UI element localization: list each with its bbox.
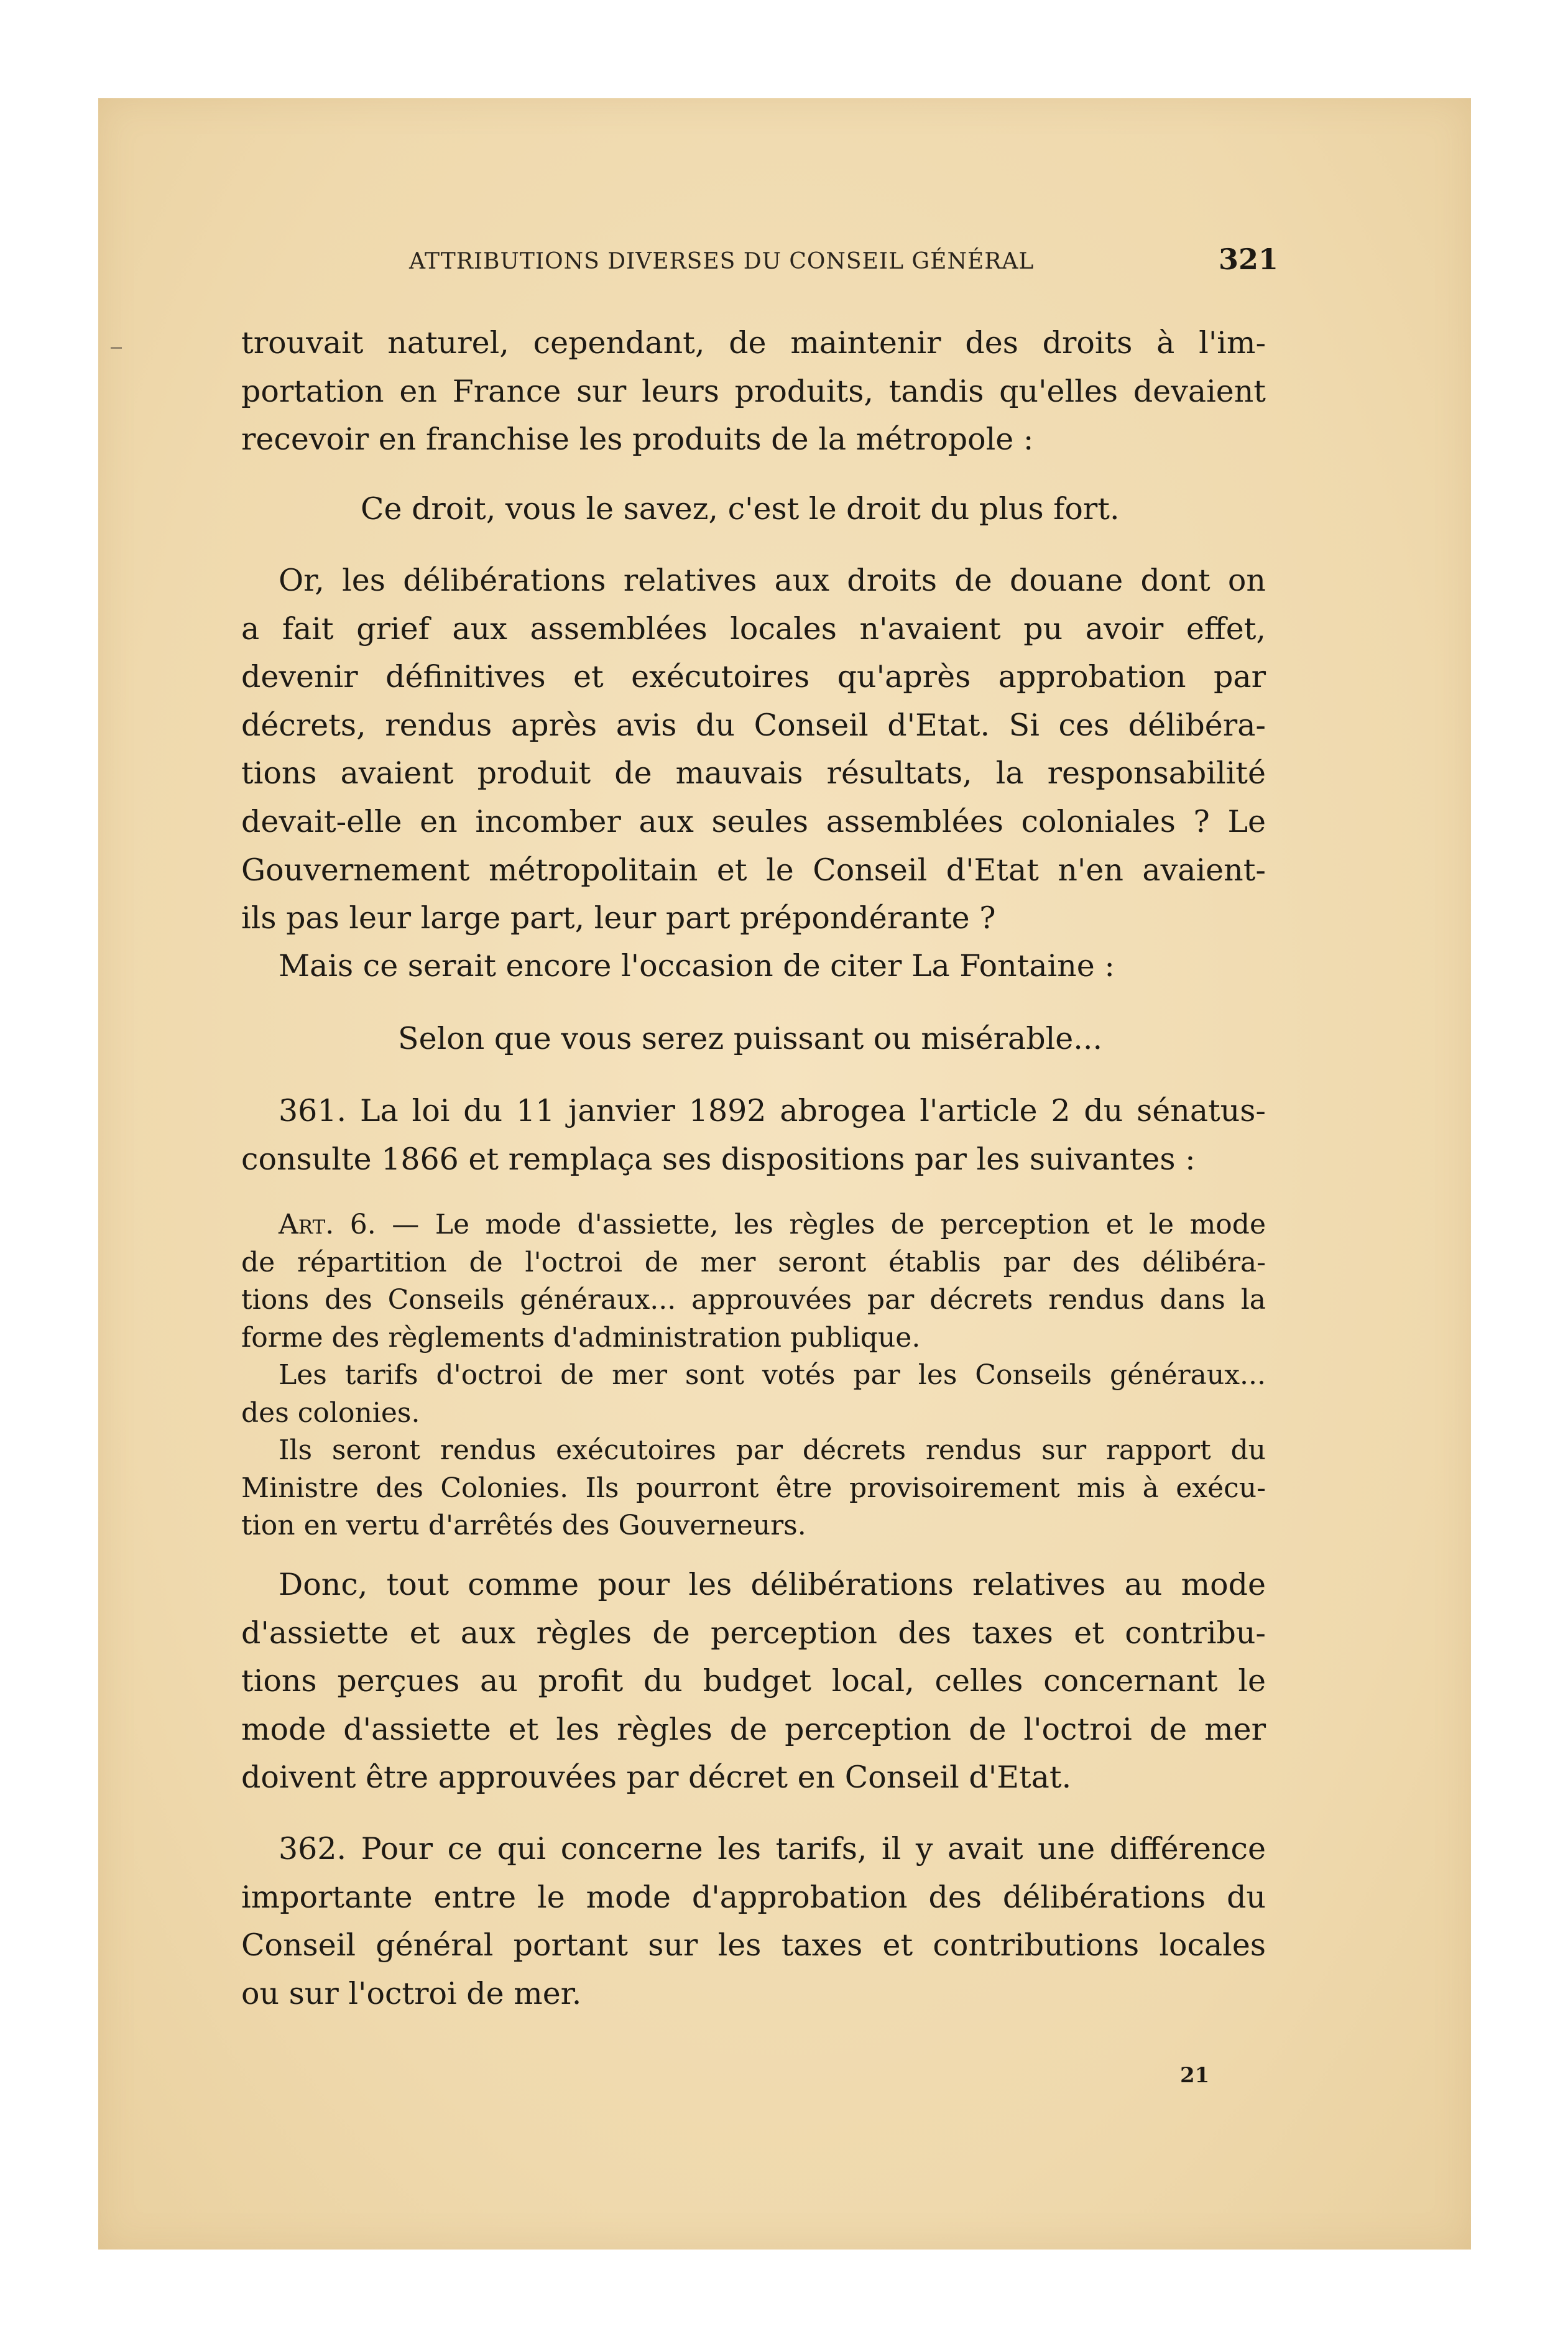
signature-mark: 21	[1180, 2063, 1210, 2088]
text-line: trouvait naturel, cependant, de maintenir des droits à l'im-	[241, 325, 1266, 361]
text-line: ou sur l'octroi de mer.	[241, 1975, 582, 2011]
text-line: de répartition de l'octroi de mer seront établis par des délibéra-	[241, 1246, 1266, 1278]
text-line: d'assiette et aux règles de perception des taxes et contribu-	[241, 1615, 1266, 1651]
text-line: ils pas leur large part, leur part prépondérante ?	[241, 900, 996, 936]
text-line: doivent être approuvées par décret en Conseil d'Etat.	[241, 1760, 1072, 1796]
text-line: recevoir en franchise les produits de la métropole :	[241, 422, 1034, 458]
text-line: Mais ce serait encore l'occasion de citer La Fontaine :	[279, 948, 1115, 984]
margin-mark	[111, 347, 122, 349]
text-line: consulte 1866 et remplaça ses dispositions par les suivantes :	[241, 1141, 1196, 1177]
paragraph-3	[241, 942, 1266, 990]
text-line: a fait grief aux assemblées locales n'avaient pu avoir effet,	[241, 611, 1266, 647]
text-line: tions des Conseils généraux... approuvées par décrets rendus dans la	[241, 1284, 1266, 1316]
text-line: forme des règlements d'administration publique.	[241, 1321, 921, 1354]
paragraph-1	[241, 319, 1266, 464]
article-quote	[241, 1206, 1266, 1545]
article-label: Art. 6.	[279, 1209, 376, 1240]
text-line: 362. Pour ce qui concerne les tarifs, il y avait une différence	[279, 1831, 1266, 1867]
text-line: Or, les délibérations relatives aux droits de douane dont on	[279, 563, 1266, 598]
verse-quote-1: Ce droit, vous le savez, c'est le droit du plus fort.	[361, 491, 1120, 527]
text-line: Ministre des Colonies. Ils pourront être provisoirement mis à exécu-	[241, 1472, 1266, 1504]
text-line: Conseil général portant sur les taxes et contributions locales	[241, 1927, 1266, 1964]
paragraph-2	[241, 556, 1266, 943]
text-line: mode d'assiette et les règles de perception de l'octroi de mer	[241, 1711, 1266, 1747]
running-head: ATTRIBUTIONS DIVERSES DU CONSEIL GÉNÉRAL	[409, 249, 1035, 274]
text-line: décrets, rendus après avis du Conseil d'Etat. Si ces délibéra-	[241, 707, 1266, 743]
text-line: Ils seront rendus exécutoires par décrets rendus sur rapport du	[279, 1434, 1266, 1466]
verse-quote-2: Selon que vous serez puissant ou misérable...	[398, 1021, 1103, 1056]
text-line: tions avaient produit de mauvais résultats, la responsabilité	[241, 755, 1266, 791]
text-line: Art. 6. — Le mode d'assiette, les règles de perception et le mode	[279, 1209, 1266, 1240]
page-number: 321	[1219, 242, 1279, 276]
text-line: portation en France sur leurs produits, tandis qu'elles devaient	[241, 373, 1266, 409]
page-header	[390, 242, 1279, 286]
text-line: Gouvernement métropolitain et le Conseil d'Etat n'en avaient-	[241, 852, 1266, 888]
text-line: importante entre le mode d'approbation des délibérations du	[241, 1879, 1266, 1915]
text-line: devenir définitives et exécutoires qu'après approbation par	[241, 659, 1266, 695]
text-line: Les tarifs d'octroi de mer sont votés par les Conseils généraux...	[279, 1359, 1266, 1391]
text-line: Donc, tout comme pour les délibérations relatives au mode	[279, 1567, 1266, 1602]
text-line: tion en vertu d'arrêtés des Gouverneurs.	[241, 1510, 806, 1541]
text-line: 361. La loi du 11 janvier 1892 abrogea l'article 2 du sénatus-	[279, 1093, 1266, 1128]
text-line: devait-elle en incomber aux seules assemblées coloniales ? Le	[241, 803, 1266, 839]
paragraph-5	[241, 1561, 1266, 1802]
text-line: des colonies.	[241, 1396, 420, 1429]
paragraph-361	[241, 1087, 1266, 1183]
text-line: tions perçues au profit du budget local, celles concernant le	[241, 1663, 1266, 1699]
paragraph-362	[241, 1825, 1266, 2018]
